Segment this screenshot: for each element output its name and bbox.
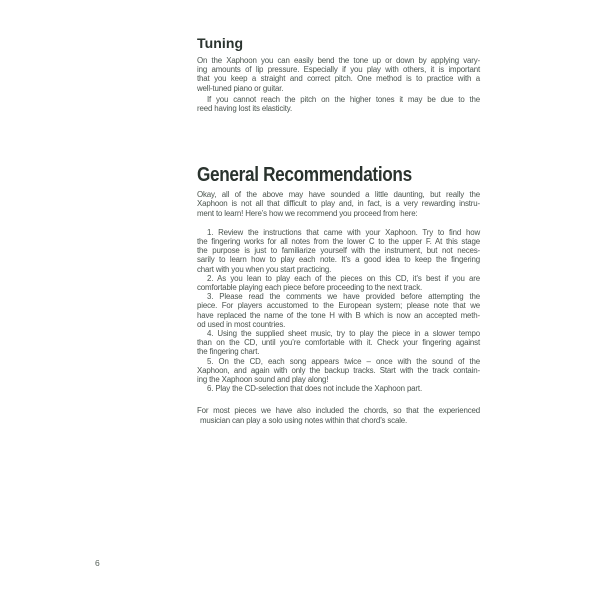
text-line: the purpose is just to familiarize yourself with the instrument, but not neces- [197,246,480,256]
text-line: ing amounts of lip pressure. Especially if you play with others, it is important [197,65,480,75]
text-line: 1. Review the instructions that came with your Xaphoon. Try to find how [207,227,480,237]
text-line: 5. On the CD, each song appears twice – once with the sound of the [207,356,480,366]
content-column [197,0,480,425]
text-line: 4. Using the supplied sheet music, try to play the piece in a slower tempo [207,329,480,339]
text-line: musician can play a solo using notes within that chord’s scale. [200,415,408,425]
text-line: For most pieces we have also included the chords, so that the experienced [197,406,480,416]
text-line: reed having lost its elasticity. [197,104,293,114]
text-line: On the Xaphoon you can easily bend the tone up or down by applying vary- [197,56,480,65]
text-line: the fingering works for all notes from the lower C to the upper F. At this stage [197,237,480,247]
text-line: sarily to learn how to play each note. It’s a good idea to keep the fingering [197,255,480,265]
text-line: Xaphoon is not all that difficult to play and, in fact, is a very rewarding instru- [197,199,480,209]
text-line: 2. As you lean to play each of the pieces on this CD, it’s best if you are [207,273,480,283]
text-line: If you cannot reach the pitch on the higher tones it may be due to the [207,94,480,104]
text-line: the fingering chart. [197,347,260,357]
general-recommendations-heading: General Recommendations [197,164,412,187]
text-line: ment to learn! Here’s how we recommend you proceed from here: [197,208,418,218]
text-line: ing the Xaphoon sound and play along! [197,375,329,385]
tuning-heading: Tuning [197,35,244,51]
list-item-4 [197,329,480,357]
text-line: well-tuned piano or guitar. [197,83,284,93]
text-line: than on the CD, until you’re comfortable with it. Check your fingering against [197,338,480,348]
text-line: comfortable playing each piece before proceeding to the next track. [197,283,423,293]
text-line: chart with you when you start practicing. [197,264,332,274]
list-item-1 [197,228,480,274]
recommendations-list [197,228,480,394]
tuning-paragraph-2 [197,95,480,113]
list-item-5 [197,357,480,385]
text-line: that you keep a straight and correct pitch. One method is to practice with a [197,74,480,84]
closing-paragraph [197,406,480,424]
text-line: 3. Please read the comments we have provided before attempting the [207,292,480,302]
list-item-6 [197,384,480,393]
list-item-2 [197,274,480,292]
text-line: Xaphoon, and again with only the backup tracks. Start with the track contain- [197,365,480,375]
text-line: Okay, all of the above may have sounded a little daunting, but really the [197,190,480,200]
text-line: 6. Play the CD-selection that does not include the Xaphoon part. [207,384,422,394]
intro-paragraph [197,190,480,218]
text-line: piece. For players accustomed to the European system; please note that we [197,301,480,311]
page-number: 6 [95,558,100,568]
tuning-paragraph-1 [197,56,480,93]
text-line: od used in most countries. [197,319,286,329]
text-line: have replaced the name of the tone H with B which is now an accepted meth- [197,310,480,320]
list-item-3 [197,292,480,329]
